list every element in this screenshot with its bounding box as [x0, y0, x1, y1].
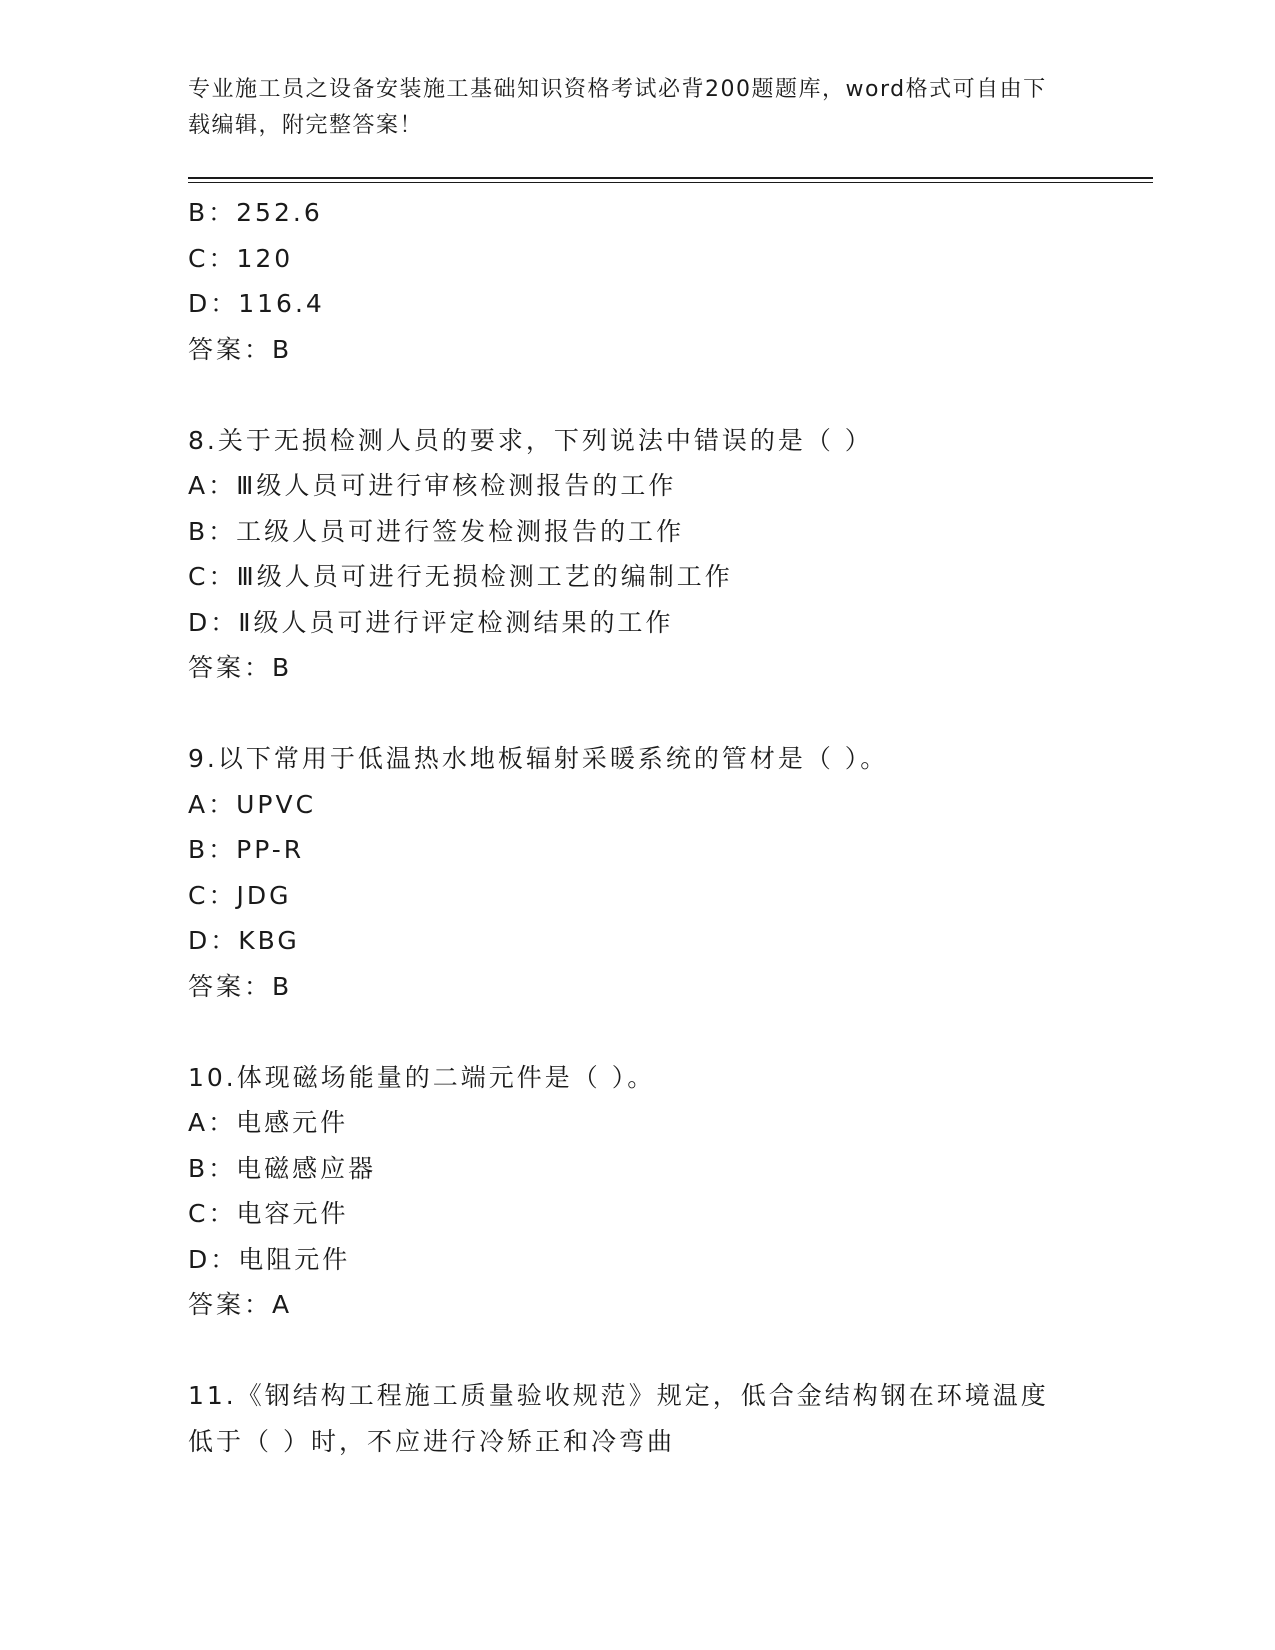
question-10	[188, 1055, 1108, 1328]
option-c: C：JDG	[188, 880, 292, 910]
option-c: C：120	[188, 243, 294, 273]
question-7-tail	[188, 190, 1108, 372]
answer-value: B	[272, 971, 291, 1001]
question-stem: 10.体现磁场能量的二端元件是（ ）。	[188, 1062, 656, 1092]
answer-line	[188, 964, 1108, 1010]
answer-line	[188, 327, 1108, 373]
question-9	[188, 736, 1108, 1009]
question-11	[188, 1373, 1108, 1464]
question-8	[188, 418, 1108, 691]
option-d: D：电阻元件	[188, 1244, 351, 1274]
option-a: A：UPVC	[188, 789, 317, 819]
option-b: B：PP-R	[188, 835, 305, 864]
answer-label: 答案：	[188, 653, 273, 682]
question-list	[188, 190, 1108, 1464]
answer-label: 答案：	[188, 1290, 273, 1319]
question-stem: 8.关于无损检测人员的要求，下列说法中错误的是（ ）	[188, 425, 873, 455]
answer-label: 答案：	[188, 971, 273, 1001]
option-b: B：电磁感应器	[188, 1153, 377, 1183]
option-c: C：电容元件	[188, 1199, 349, 1228]
answer-value: B	[272, 653, 291, 682]
document-header: 专业施工员之设备安装施工基础知识资格考试必背200题题库，word格式可自由下载编辑，附完整答案！	[188, 77, 1047, 138]
option-b: B：252.6	[188, 198, 323, 227]
question-stem: 11.《钢结构工程施工质量验收规范》规定，低合金结构钢在环境温度低于（ ）时，不应进行冷矫正和冷弯曲	[188, 1381, 1049, 1456]
header-divider	[188, 177, 1153, 179]
header-divider-thin	[188, 182, 1153, 183]
answer-label: 答案：	[188, 334, 273, 364]
option-a: A：电感元件	[188, 1108, 349, 1137]
option-b: B：工级人员可进行签发检测报告的工作	[188, 516, 685, 546]
option-d: D：KBG	[188, 926, 300, 955]
answer-value: B	[272, 334, 291, 364]
option-a: A：Ⅲ级人员可进行审核检测报告的工作	[188, 471, 677, 500]
question-stem: 9.以下常用于低温热水地板辐射采暖系统的管材是（ ）。	[188, 744, 889, 773]
answer-line	[188, 645, 1108, 691]
option-d: D：116.4	[188, 289, 325, 318]
answer-value: A	[272, 1290, 291, 1319]
option-c: C：Ⅲ级人员可进行无损检测工艺的编制工作	[188, 562, 733, 591]
answer-line	[188, 1282, 1108, 1328]
option-d: D：Ⅱ级人员可进行评定检测结果的工作	[188, 607, 674, 637]
